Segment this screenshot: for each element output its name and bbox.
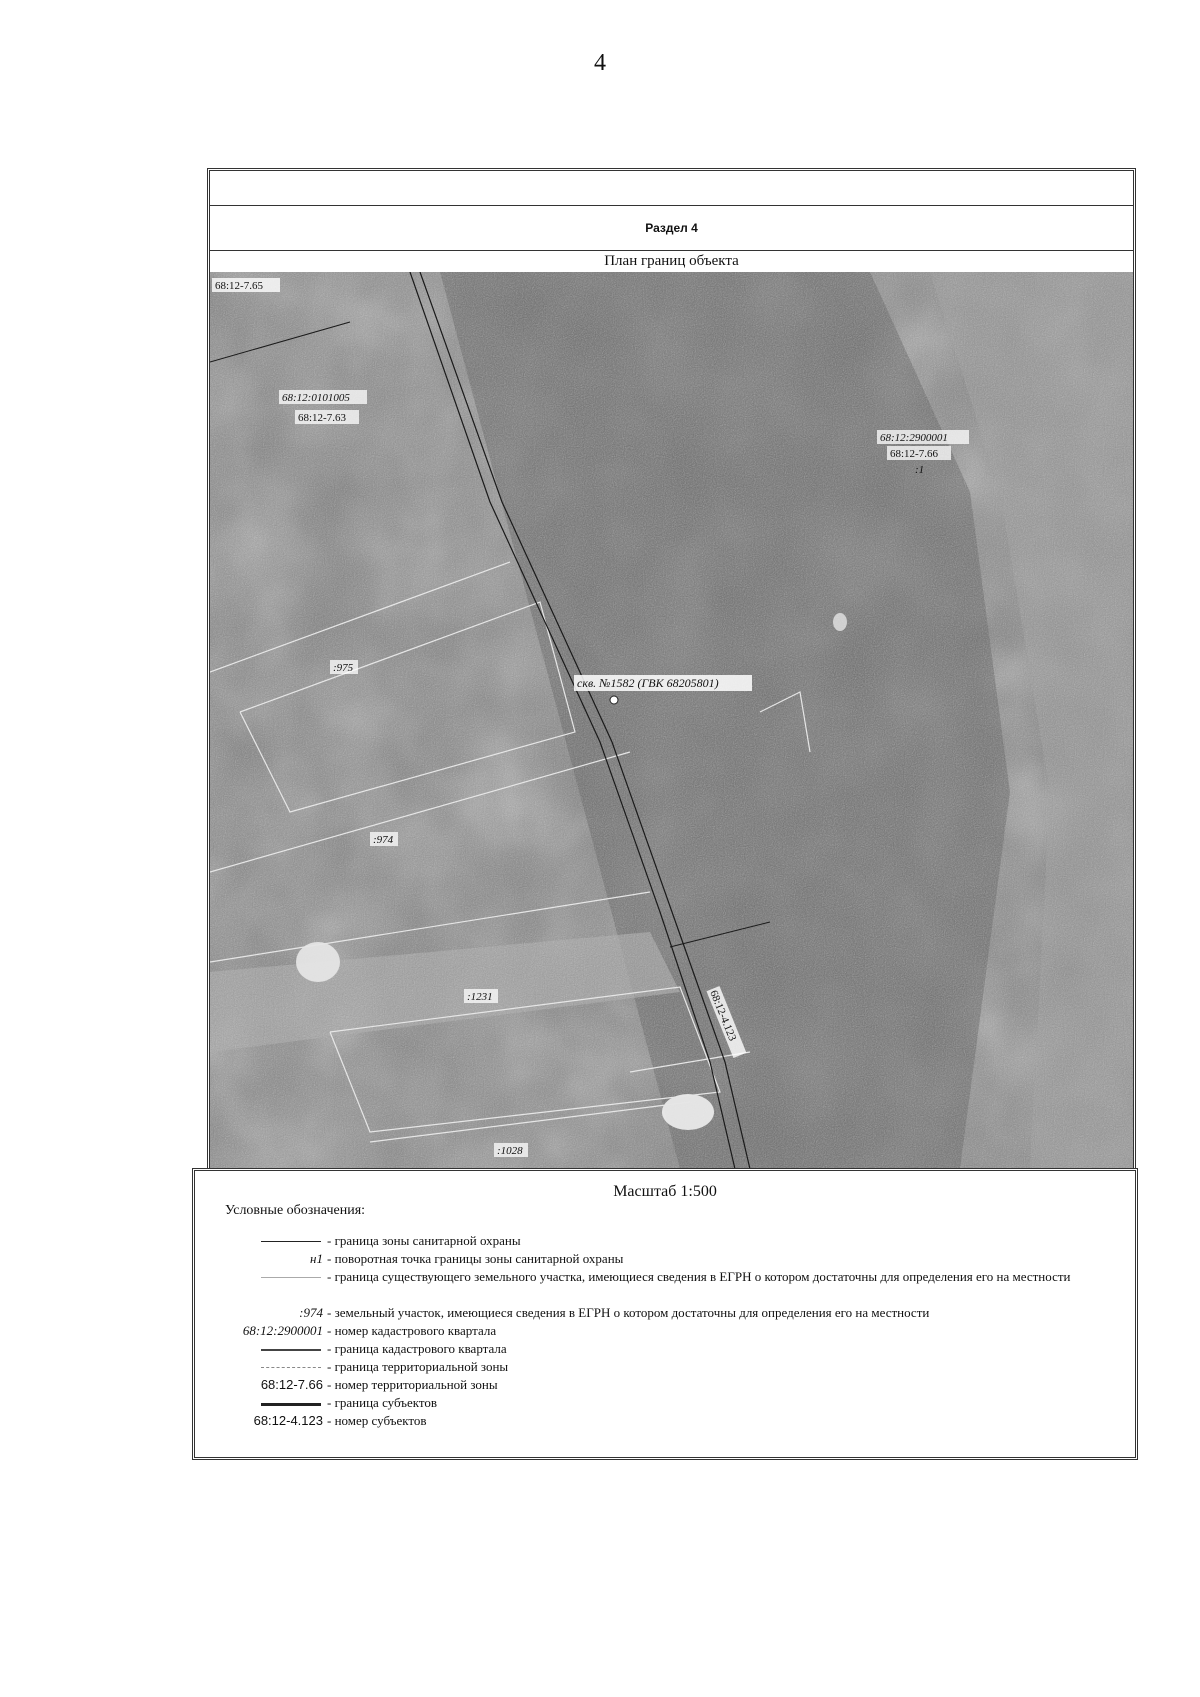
legend-item-subject-boundary: - граница субъектов	[195, 1395, 1135, 1413]
aerial-map[interactable]	[210, 272, 1133, 1169]
legend-item-zone-boundary: - граница территориальной зоны	[195, 1359, 1135, 1377]
legend-heading: Условные обозначения:	[225, 1203, 366, 1218]
well-point[interactable]	[610, 696, 618, 704]
legend-item-sanitary-boundary: - граница зоны санитарной охраны	[195, 1233, 1135, 1251]
legend-item-parcel: :974 - земельный участок, имеющиеся сведения в ЕГРН о котором достаточны для определения его на местности	[195, 1305, 1135, 1323]
label-subject-number: 68:12-4.123	[707, 988, 739, 1043]
label-zone-left: 68:12-7.63	[298, 412, 346, 424]
legend-item-turning-point: н1 - поворотная точка границы зоны санитарной охраны	[195, 1251, 1135, 1269]
header-empty-row	[210, 171, 1133, 206]
label-parcel-1231: :1231	[467, 991, 493, 1003]
plan-title: План границ объекта	[210, 250, 1133, 273]
zone-number-symbol: 68:12-7.66	[260, 1377, 323, 1392]
quarter-boundary-line-symbol	[261, 1349, 321, 1351]
legend-item-quarter-boundary: - граница кадастрового квартала	[195, 1341, 1135, 1359]
sanitary-boundary-line-symbol	[261, 1241, 321, 1242]
map-scale: Масштаб 1:500	[613, 1183, 717, 1200]
bright-spot	[833, 613, 847, 631]
page-number: 4	[594, 50, 606, 76]
zone-boundary-line-symbol	[261, 1367, 321, 1368]
legend-item-subject-number: 68:12-4.123 - номер субъектов	[195, 1413, 1135, 1431]
parcel-boundary-line-symbol	[261, 1277, 321, 1278]
label-zone-top-left: 68:12-7.65	[215, 280, 263, 292]
legend-item-parcel-boundary: - граница существующего земельного участка, имеющиеся сведения в ЕГРН о котором достаточны для определения его на местности	[195, 1269, 1135, 1303]
subject-number-symbol: 68:12-4.123	[253, 1413, 323, 1428]
image-grain	[210, 272, 1133, 1169]
label-parcel-974: :974	[373, 834, 394, 846]
plan-frame	[207, 168, 1136, 1176]
label-quarter-right: 68:12:2900001	[880, 432, 948, 444]
label-well[interactable]: скв. №1582 (ГВК 68205801)	[577, 676, 719, 690]
bright-spot	[662, 1094, 714, 1130]
subject-boundary-line-symbol	[261, 1403, 321, 1406]
legend-item-quarter-number: 68:12:2900001 - номер кадастрового квартала	[195, 1323, 1135, 1341]
label-parcel-1028: :1028	[497, 1145, 523, 1157]
label-quarter-left: 68:12:0101005	[282, 392, 350, 404]
bright-spot	[296, 942, 340, 982]
label-parcel-right: :1	[915, 464, 925, 476]
turning-point-symbol: н1	[310, 1251, 323, 1266]
legend-item-zone-number: 68:12-7.66 - номер территориальной зоны	[195, 1377, 1135, 1395]
label-zone-right: 68:12-7.66	[890, 448, 938, 460]
quarter-number-symbol: 68:12:2900001	[242, 1323, 323, 1338]
map-canvas	[210, 272, 1133, 1169]
legend-box	[192, 1168, 1138, 1460]
label-parcel-975: :975	[333, 662, 354, 674]
section-title: Раздел 4	[210, 205, 1133, 251]
parcel-symbol: :974	[299, 1305, 323, 1320]
